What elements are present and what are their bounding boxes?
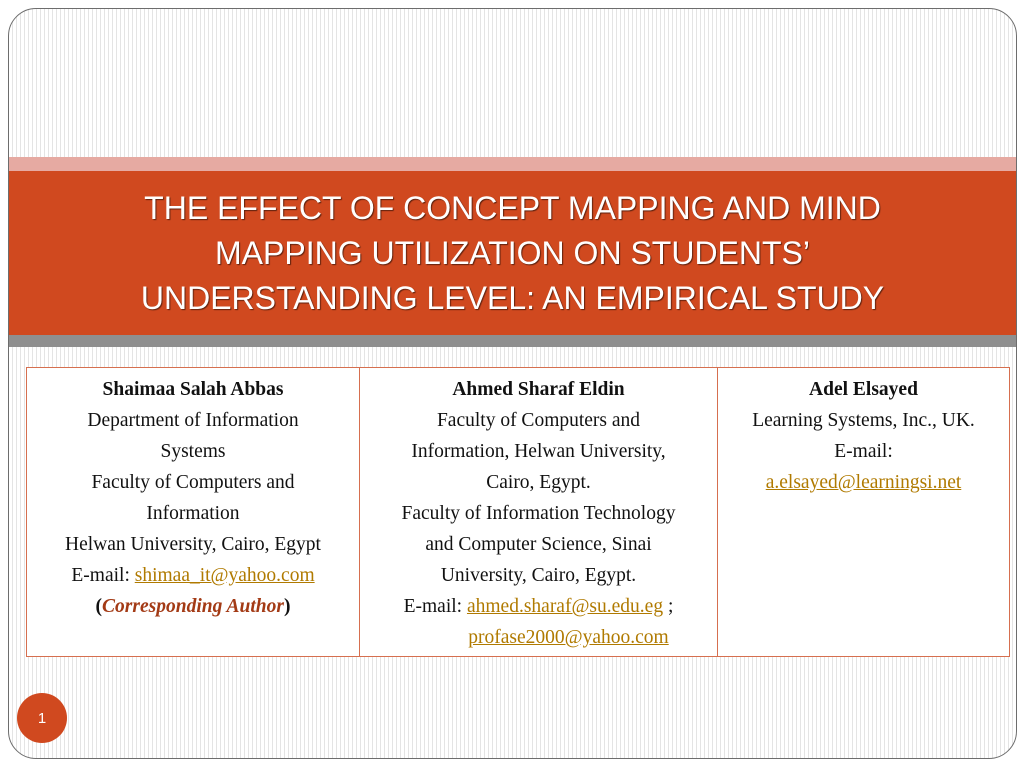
email-link-eldin-yahoo[interactable]: profase2000@yahoo.com [468, 627, 669, 648]
author-affiliation-line: Helwan University, Cairo, Egypt [65, 534, 321, 555]
author-card-elsayed [718, 368, 1009, 656]
author-email-row-2 [366, 622, 711, 653]
email-label: E-mail: [403, 596, 463, 617]
author-card-eldin [360, 368, 718, 656]
role-paren-open: ( [95, 596, 103, 617]
author-affiliation-line: Information [146, 503, 240, 524]
author-affiliation-line: Systems [160, 441, 226, 462]
email-label: E-mail: [834, 441, 893, 462]
email-label: E-mail: [71, 565, 130, 586]
author-affiliation-line: Faculty of Computers and [436, 410, 641, 431]
author-affiliation-line: Learning Systems, Inc., UK. [752, 410, 975, 431]
email-link-elsayed[interactable]: a.elsayed@learningsi.net [765, 472, 962, 493]
author-affiliation-line: Information, Helwan University, [411, 441, 666, 462]
author-affiliation-line: Faculty of Computers and [91, 472, 295, 493]
title-top-band [9, 157, 1016, 171]
corresponding-author-note [33, 591, 353, 622]
slide [8, 8, 1017, 759]
author-card-abbas [27, 368, 360, 656]
corresponding-author-label: Corresponding Author [102, 596, 284, 617]
title-band [9, 171, 1016, 335]
author-affiliation-line: Department of Information [87, 410, 299, 431]
author-email-row [724, 467, 1003, 498]
authors-table [26, 367, 1010, 657]
author-email-row [366, 591, 711, 622]
author-name: Adel Elsayed [809, 379, 918, 400]
author-name: Shaimaa Salah Abbas [102, 379, 284, 400]
email-separator: ; [663, 596, 674, 617]
page-number: 1 [37, 709, 47, 727]
slide-title: THE EFFECT OF CONCEPT MAPPING AND MIND MAPPING UTILIZATION ON STUDENTS’ UNDERSTANDING LEVEL: AN EMPIRICAL STUDY [140, 189, 885, 316]
title-bottom-band [9, 335, 1016, 347]
author-affiliation-line: Faculty of Information Technology [401, 503, 676, 524]
author-name: Ahmed Sharaf Eldin [452, 379, 625, 400]
author-affiliation-line: Cairo, Egypt. [486, 472, 591, 493]
email-link-eldin-su[interactable]: ahmed.sharaf@su.edu.eg [466, 596, 664, 617]
author-affiliation-line: and Computer Science, Sinai [425, 534, 652, 555]
page-number-badge [17, 693, 67, 743]
role-paren-close: ) [283, 596, 291, 617]
email-link-abbas[interactable]: shimaa_it@yahoo.com [134, 565, 315, 586]
author-affiliation-line: University, Cairo, Egypt. [440, 565, 637, 586]
author-email-row [33, 560, 353, 591]
